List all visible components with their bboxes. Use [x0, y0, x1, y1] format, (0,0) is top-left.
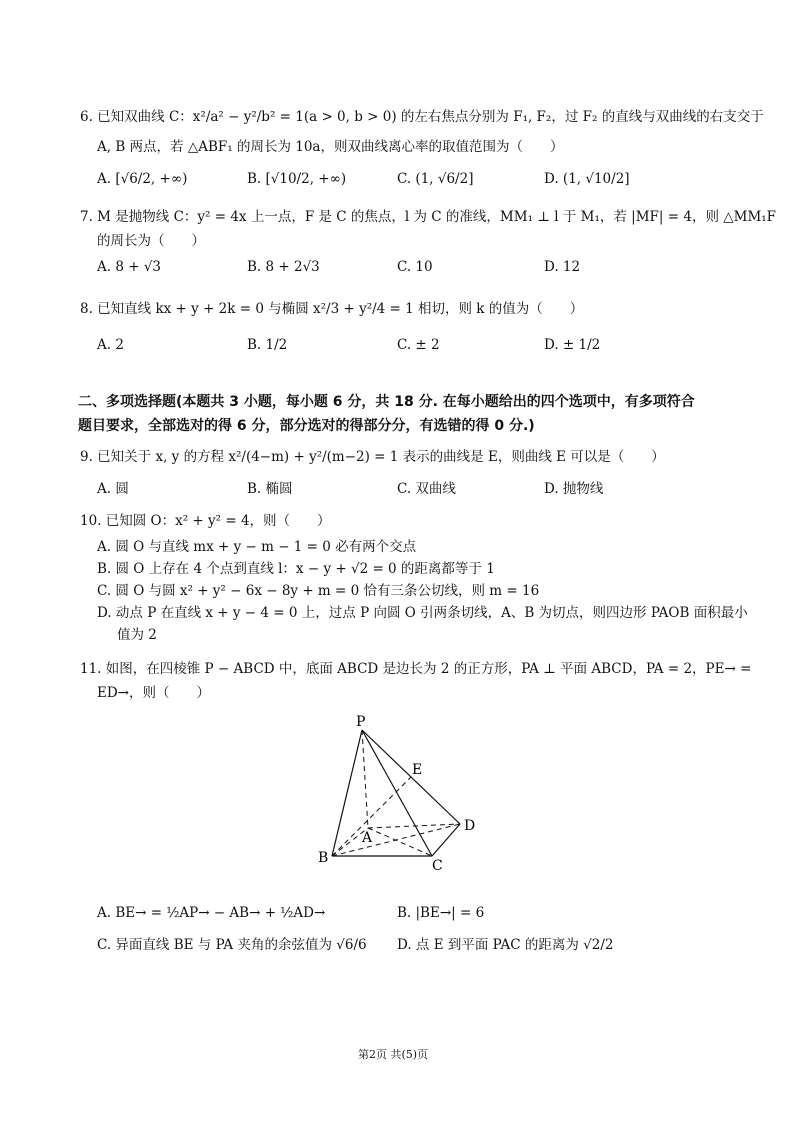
q7-option-b: B. 8 + 2√3	[247, 259, 320, 275]
q8-option-a: A. 2	[97, 337, 124, 353]
q9-option-a: A. 圆	[97, 481, 129, 497]
edge-pc	[362, 730, 432, 856]
page-footer: 第2页 共(5)页	[358, 1048, 429, 1061]
label-b: B	[318, 850, 329, 866]
q10-option-c: C. 圆 O 与圆 x² + y² − 6x − 8y + m = 0 恰有三条公切线，则 m = 16	[97, 583, 540, 599]
q7-option-d: D. 12	[544, 259, 581, 275]
q10-option-b: B. 圆 O 上存在 4 个点到直线 l：x − y + √2 = 0 的距离都等于 1	[97, 561, 495, 577]
label-d: D	[464, 818, 476, 834]
q10-stem: 10. 已知圆 O：x² + y² = 4，则（ ）	[80, 513, 331, 529]
q7-option-c: C. 10	[397, 259, 433, 275]
q6-option-a: A. [√6/2, +∞)	[97, 171, 188, 187]
q10-option-d: D. 动点 P 在直线 x + y − 4 = 0 上，过点 P 向圆 O 引两条切线，A、B 为切点，则四边形 PAOB 面积最小	[97, 605, 748, 621]
label-c: C	[432, 858, 443, 870]
q11-option-a: A. BE→ = ½AP→ − AB→ + ½AD→	[97, 905, 326, 921]
q9-option-c: C. 双曲线	[397, 481, 456, 497]
q6-stem-line1: 6. 已知双曲线 C：x²/a² − y²/b² = 1(a > 0, b > 0) 的左右焦点分别为 F₁, F₂，过 F₂ 的直线与双曲线的右支交于	[80, 109, 764, 125]
q8-stem: 8. 已知直线 kx + y + 2k = 0 与椭圆 x²/3 + y²/4 = 1 相切，则 k 的值为（ ）	[80, 301, 584, 317]
q9-option-b: B. 椭圆	[247, 481, 293, 497]
q9-option-d: D. 抛物线	[544, 481, 604, 497]
q7-stem-line2: 的周长为（ ）	[97, 233, 205, 249]
edge-cd	[432, 824, 460, 856]
q7-stem-line1: 7. M 是抛物线 C：y² = 4x 上一点，F 是 C 的焦点，l 为 C 的准线，MM₁ ⊥ l 于 M₁，若 |MF| = 4，则 △MM₁F	[80, 209, 777, 225]
section-heading-line1: 二、多项选择题(本题共 3 小题，每小题 6 分，共 18 分. 在每小题给出的四个选项中，有多项符合	[78, 394, 695, 410]
section-heading-line2: 题目要求，全部选对的得 6 分，部分选对的得部分分，有选错的得 0 分.)	[78, 418, 535, 434]
q11-option-c: C. 异面直线 BE 与 PA 夹角的余弦值为 √6/6	[97, 937, 367, 953]
q10-option-d-cont: 值为 2	[117, 627, 157, 643]
edge-pa	[362, 730, 368, 828]
label-a: A	[362, 830, 373, 846]
q8-option-b: B. 1/2	[247, 337, 288, 353]
pyramid-figure	[310, 710, 490, 870]
label-p: P	[356, 714, 366, 730]
q6-option-c: C. (1, √6/2]	[397, 171, 474, 187]
q6-option-d: D. (1, √10/2]	[544, 171, 630, 187]
q10-option-a: A. 圆 O 与直线 mx + y − m − 1 = 0 必有两个交点	[97, 539, 417, 555]
edge-ac	[368, 828, 432, 856]
q7-option-a: A. 8 + √3	[97, 259, 162, 275]
label-e: E	[412, 762, 423, 778]
q11-option-b: B. |BE→| = 6	[397, 905, 485, 921]
q11-stem-line1: 11. 如图，在四棱锥 P − ABCD 中，底面 ABCD 是边长为 2 的正方形，PA ⊥ 平面 ABCD，PA = 2，PE→ =	[80, 661, 752, 677]
q6-option-b: B. [√10/2, +∞)	[247, 171, 347, 187]
q6-stem-line2: A, B 两点，若 △ABF₁ 的周长为 10a，则双曲线离心率的取值范围为（ ）	[97, 139, 564, 155]
q8-option-c: C. ± 2	[397, 337, 440, 353]
q11-option-d: D. 点 E 到平面 PAC 的距离为 √2/2	[397, 937, 614, 953]
q9-stem: 9. 已知关于 x, y 的方程 x²/(4−m) + y²/(m−2) = 1 表示的曲线是 E，则曲线 E 可以是（ ）	[80, 449, 665, 465]
q11-stem-line2: ED→，则（ ）	[97, 685, 210, 701]
q8-option-d: D. ± 1/2	[544, 337, 601, 353]
edge-pb	[332, 730, 362, 856]
